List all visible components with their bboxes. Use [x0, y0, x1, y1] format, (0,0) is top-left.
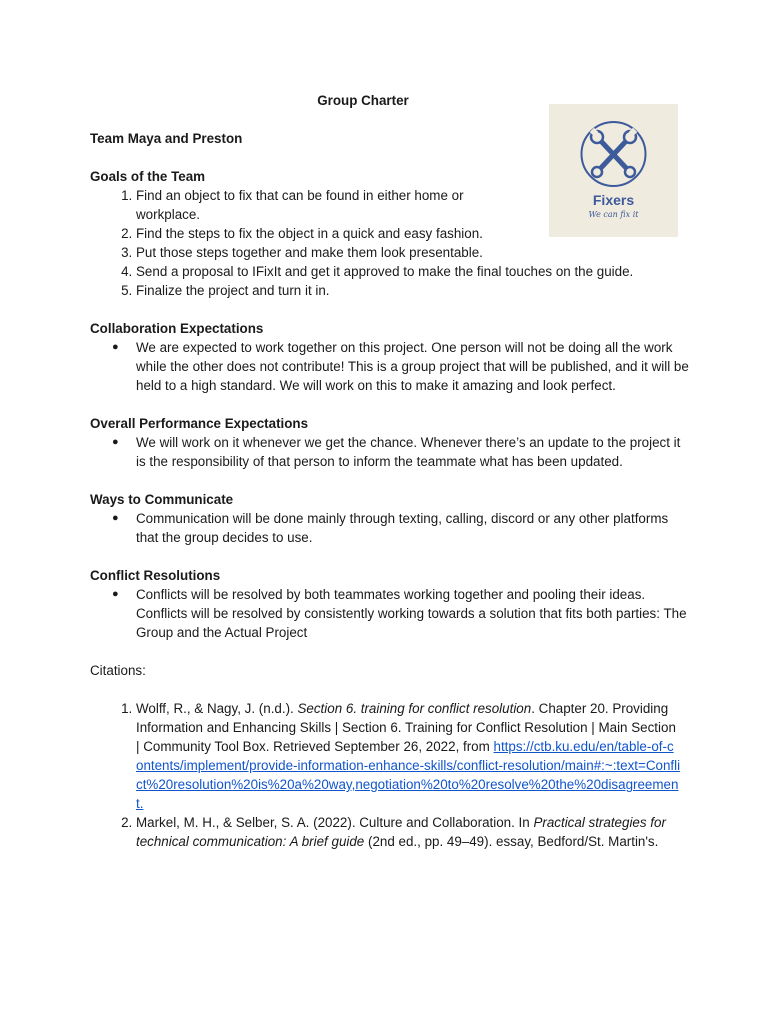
conflict-item: ● Conflicts will be resolved by both teammates working together and pooling their ideas. Conflicts will be resolved by consistently working towards a solution that fits both parties: The Group and the Actual Project — [136, 585, 690, 642]
communicate-list — [90, 509, 690, 547]
citation-link[interactable]: https://ctb.ku.edu/en/table-of-contents/implement/provide-information-enhance-skills/conflict-resolution/main#:~:text=Conflict%20resolution%20is%20a%20way,negotiation%20to%20resolve%20the%20disagreement. — [136, 739, 681, 811]
citation-details: (2nd ed., pp. 49–49). essay, Bedford/St. Martin's. — [364, 834, 659, 849]
citation-authors: Markel, M. H., & Selber, S. A. (2022). Culture and Collaboration. In — [136, 815, 534, 830]
citation-details: . Chapter 20. Providing Information and Enhancing Skills | Section 6. Training for Conflict Resolution | Main Section | Community Tool Box. Retrieved September 26, 2022, from — [136, 701, 676, 754]
citation-title: Practical strategies for technical communication: A brief guide — [136, 815, 666, 849]
collaboration-section — [90, 319, 690, 395]
team-name: Team Maya and Preston — [90, 131, 243, 146]
goal-item: 3. Put those steps together and make them look presentable. — [136, 243, 546, 262]
citation-item — [136, 699, 681, 813]
citations-list — [90, 699, 690, 851]
performance-list — [90, 433, 690, 471]
goal-item: 4. Send a proposal to IFixIt and get it approved to make the final touches on the guide. — [136, 262, 690, 281]
goals-heading: Goals of the Team — [90, 169, 206, 184]
performance-heading: Overall Performance Expectations — [90, 416, 309, 431]
logo-tagline: We can fix it — [588, 210, 639, 219]
communicate-section — [90, 490, 690, 547]
communicate-heading: Ways to Communicate — [90, 492, 234, 507]
collaboration-list — [90, 338, 690, 395]
citations-label: Citations: — [90, 663, 146, 678]
goals-list — [90, 186, 690, 300]
collaboration-heading: Collaboration Expectations — [90, 321, 264, 336]
performance-item: ● We will work on it whenever we get the chance. Whenever there’s an update to the project it is the responsibility of that person to inform the teammate what has been updated. — [136, 433, 690, 471]
page-title: Group Charter — [317, 93, 409, 108]
collaboration-item: ● We are expected to work together on this project. One person will not be doing all the work while the other does not contribute! This is a group project that will be published, and it will be held to a high standard. We will work on this to make it amazing and look perfect. — [136, 338, 690, 395]
goal-item: 2. Find the steps to fix the object in a quick and easy fashion. — [136, 224, 546, 243]
communicate-item: ● Communication will be done mainly through texting, calling, discord or any other platforms that the group decides to use. — [136, 509, 690, 547]
conflict-heading: Conflict Resolutions — [90, 568, 221, 583]
goal-item: 1. Find an object to fix that can be found in either home or workplace. — [136, 186, 486, 224]
citation-item — [136, 813, 681, 851]
document-body — [90, 91, 690, 851]
logo-name: Fixers — [592, 192, 635, 208]
citation-authors: Wolff, R., & Nagy, J. (n.d.). — [136, 701, 298, 716]
goals-section — [90, 167, 690, 300]
conflict-section — [90, 566, 690, 642]
citation-title: Section 6. training for conflict resolution — [297, 701, 532, 716]
goal-item: 5. Finalize the project and turn it in. — [136, 281, 690, 300]
performance-section — [90, 414, 690, 471]
conflict-list — [90, 585, 690, 642]
